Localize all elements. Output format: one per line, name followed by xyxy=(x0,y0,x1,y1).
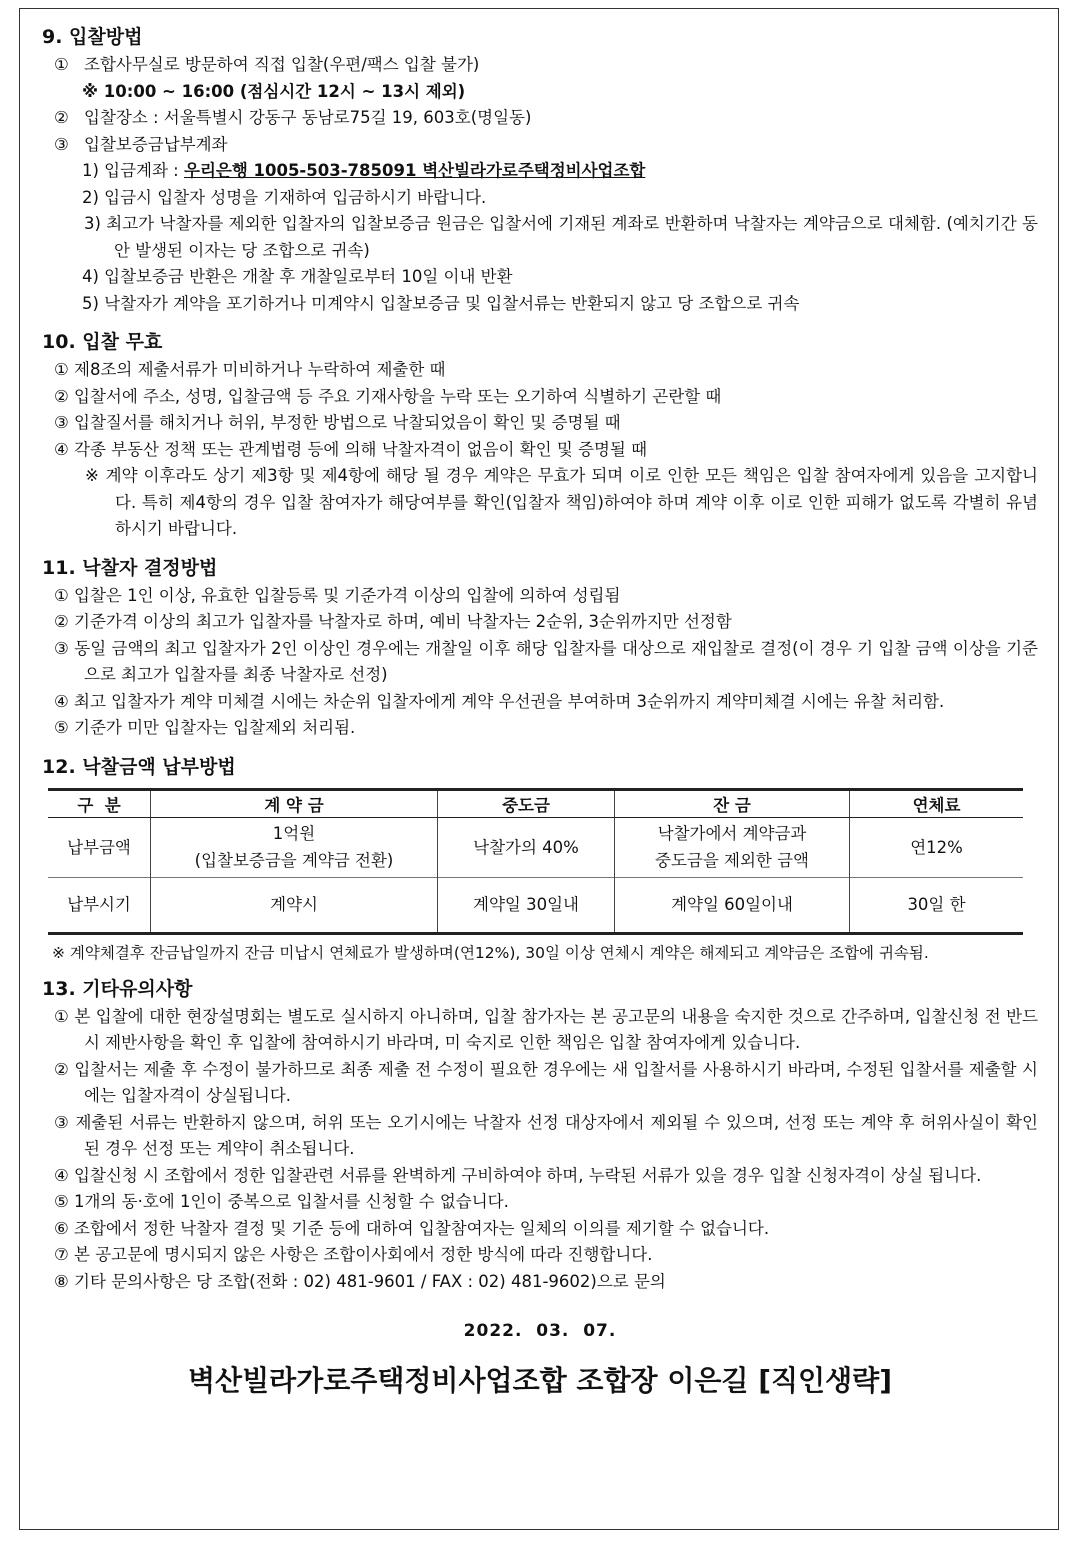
section-13-title: 13. 기타유의사항 xyxy=(42,977,193,1000)
header-deposit: 계 약 금 xyxy=(151,789,438,817)
table-row xyxy=(48,877,1023,933)
s9-sub-4: 4) 입찰보증금 반환은 개찰 후 개찰일로부터 10일 이내 반환 xyxy=(82,267,513,286)
s13-item-2: ② 입찰서는 제출 후 수정이 불가하므로 최종 제출 전 수정이 필요한 경우에는 새 입찰서를 사용하시기 바라며, 수정된 입찰서를 제출할 시에는 입찰자격이 상실됩니다. xyxy=(54,1059,1038,1105)
s13-item-3: ③ 제출된 서류는 반환하지 않으며, 허위 또는 오기시에는 낙찰자 선정 대상자에서 제외될 수 있으며, 선정 또는 계약 후 허위사실이 확인된 경우 선정 또는 계약이 취소됩니다. xyxy=(54,1112,1038,1158)
s9-item-1-note: ※ 10:00 ~ 16:00 (점심시간 12시 ~ 13시 제외) xyxy=(82,81,466,101)
header-category: 구 분 xyxy=(48,789,151,817)
table-header-row xyxy=(48,789,1023,817)
header-balance: 잔 금 xyxy=(615,789,850,817)
s10-item-1: ① 제8조의 제출서류가 미비하거나 누락하여 제출한 때 xyxy=(54,360,446,379)
s9-item-1 xyxy=(42,52,1038,79)
s9-sub-3: 3) 최고가 낙찰자를 제외한 입찰자의 입찰보증금 원금은 입찰서에 기재된 계좌로 반환하며 낙찰자는 계약금으로 대체함. (예치기간 동안 발생된 이자는 당 조합으로 귀속) xyxy=(84,214,1038,260)
s13-item-1: ① 본 입찰에 대한 현장설명회는 별도로 실시하지 아니하며, 입찰 참가자는 본 공고문의 내용을 숙지한 것으로 간주하며, 입찰신청 전 반드시 제반사항을 확인 후 입찰에 참여하시기 바라며, 미 숙지로 인한 책임은 입찰 참여자에게 있습니다. xyxy=(54,1006,1038,1052)
row2-label: 납부시기 xyxy=(48,877,151,933)
s10-item-3: ③ 입찰질서를 해치거나 허위, 부정한 방법으로 낙찰되었음이 확인 및 증명될 때 xyxy=(54,413,621,432)
row2-balance: 계약일 60일이내 xyxy=(615,877,850,933)
s10-item-4: ④ 각종 부동산 정책 또는 관계법령 등에 의해 낙찰자격이 없음이 확인 및 증명될 때 xyxy=(54,439,648,459)
s9-item-3-num: ③ xyxy=(54,134,69,154)
row2-late-fee: 30일 한 xyxy=(850,877,1024,933)
section-10-title: 10. 입찰 무효 xyxy=(42,331,163,353)
s13-item-6: ⑥ 조합에서 정한 낙찰자 결정 및 기준 등에 대하여 입찰참여자는 일체의 이의를 제기할 수 없습니다. xyxy=(54,1218,770,1238)
s10-item-2: ② 입찰서에 주소, 성명, 입찰금액 등 주요 기재사항을 누락 또는 오기하여 식별하기 곤란할 때 xyxy=(54,386,722,406)
header-interim: 중도금 xyxy=(438,789,615,817)
bank-account: 우리은행 1005-503-785091 벽산빌라가로주택정비사업조합 xyxy=(184,161,646,180)
s13-item-8: ⑧ 기타 문의사항은 당 조합(전화 : 02) 481-9601 / FAX : 02) 481-9602)으로 문의 xyxy=(54,1271,666,1291)
s11-item-1: ① 입찰은 1인 이상, 유효한 입찰등록 및 기준가격 이상의 입찰에 의하여 성립됨 xyxy=(54,585,621,605)
s9-item-3-text: 입찰보증금납부계좌 xyxy=(84,134,228,154)
s9-item-2-text: 입찰장소 : 서울특별시 강동구 동남로75길 19, 603호(명일동) xyxy=(84,108,532,127)
row1-balance-line2: 중도금을 제외한 금액 xyxy=(655,851,809,870)
s9-sub-1-prefix: 1) 입금계좌 : xyxy=(82,161,184,180)
s9-item-3 xyxy=(42,132,1038,159)
signer-line: 벽산빌라가로주택정비사업조합 조합장 이은길 [직인생략] xyxy=(188,1364,892,1397)
s9-sub-1 xyxy=(42,158,1038,185)
row2-deposit: 계약시 xyxy=(151,877,438,933)
row1-deposit-line2: (입찰보증금을 계약금 전환) xyxy=(194,851,394,870)
s11-item-4: ④ 최고 입찰자가 계약 미체결 시에는 차순위 입찰자에게 계약 우선권을 부여하며 3순위까지 계약미체결 시에는 유찰 처리함. xyxy=(54,691,945,711)
section-9-title: 9. 입찰방법 xyxy=(42,26,143,48)
document-body xyxy=(42,18,1038,1399)
row1-deposit xyxy=(151,817,438,877)
header-late-fee: 연체료 xyxy=(850,789,1024,817)
s11-item-5: ⑤ 기준가 미만 입찰자는 입찰제외 처리됨. xyxy=(54,718,356,737)
s12-note: ※ 계약체결후 잔금납일까지 잔금 미납시 연체료가 발생하며(연12%), 30일 이상 연체시 계약은 해제되고 계약금은 조합에 귀속됨. xyxy=(52,943,929,962)
s9-sub-5: 5) 낙찰자가 계약을 포기하거나 미계약시 입찰보증금 및 입찰서류는 반환되지 않고 당 조합으로 귀속 xyxy=(82,293,800,313)
s9-item-2-num: ② xyxy=(54,108,69,127)
s11-item-3: ③ 동일 금액의 최고 입찰자가 2인 이상인 경우에는 개찰일 이후 해당 입찰자를 대상으로 재입찰로 결정(이 경우 기 입찰 금액 이상을 기준으로 최고가 입찰자를 최종 낙찰자로 선정) xyxy=(54,638,1038,684)
row1-balance-line1: 낙찰가에서 계약금과 xyxy=(657,824,807,843)
row1-interim: 낙찰가의 40% xyxy=(438,817,615,877)
s13-item-4: ④ 입찰신청 시 조합에서 정한 입찰관련 서류를 완벽하게 구비하여야 하며, 누락된 서류가 있을 경우 입찰 신청자격이 상실 됩니다. xyxy=(54,1165,982,1185)
s13-item-7: ⑦ 본 공고문에 명시되지 않은 사항은 조합이사회에서 정한 방식에 따라 진행합니다. xyxy=(54,1245,653,1264)
s9-item-1-num: ① xyxy=(54,55,69,74)
s9-item-1-text: 조합사무실로 방문하여 직접 입찰(우편/팩스 입찰 불가) xyxy=(84,55,480,74)
table-row xyxy=(48,817,1023,877)
section-11-title: 11. 낙찰자 결정방법 xyxy=(42,556,218,579)
row1-late-fee: 연12% xyxy=(850,817,1024,877)
s9-item-2 xyxy=(42,105,1038,132)
section-12-title: 12. 낙찰금액 납부방법 xyxy=(42,755,236,778)
row1-balance xyxy=(615,817,850,877)
row1-label: 납부금액 xyxy=(48,817,151,877)
payment-table xyxy=(48,788,1023,935)
notice-date: 2022. 03. 07. xyxy=(463,1321,617,1341)
row1-deposit-line1: 1억원 xyxy=(272,824,316,843)
s11-item-2: ② 기준가격 이상의 최고가 입찰자를 낙찰자로 하며, 예비 낙찰자는 2순위, 3순위까지만 선정함 xyxy=(54,612,732,631)
s10-note: ※ 계약 이후라도 상기 제3항 및 제4항에 해당 될 경우 계약은 무효가 되며 이로 인한 모든 책임은 입찰 참여자에게 있음을 고지합니다. 특히 제4항의 경우 입찰 참여자가 해당여부를 확인(입찰자 책임)하여야 하며 계약 이후 이로 인한 피해가 없도록 각별히 유념하시기 바랍니다. xyxy=(85,466,1038,538)
row2-interim: 계약일 30일내 xyxy=(438,877,615,933)
s13-item-5: ⑤ 1개의 동·호에 1인이 중복으로 입찰서를 신청할 수 없습니다. xyxy=(54,1192,509,1211)
s9-sub-2: 2) 입금시 입찰자 성명을 기재하여 입금하시기 바랍니다. xyxy=(82,187,487,207)
